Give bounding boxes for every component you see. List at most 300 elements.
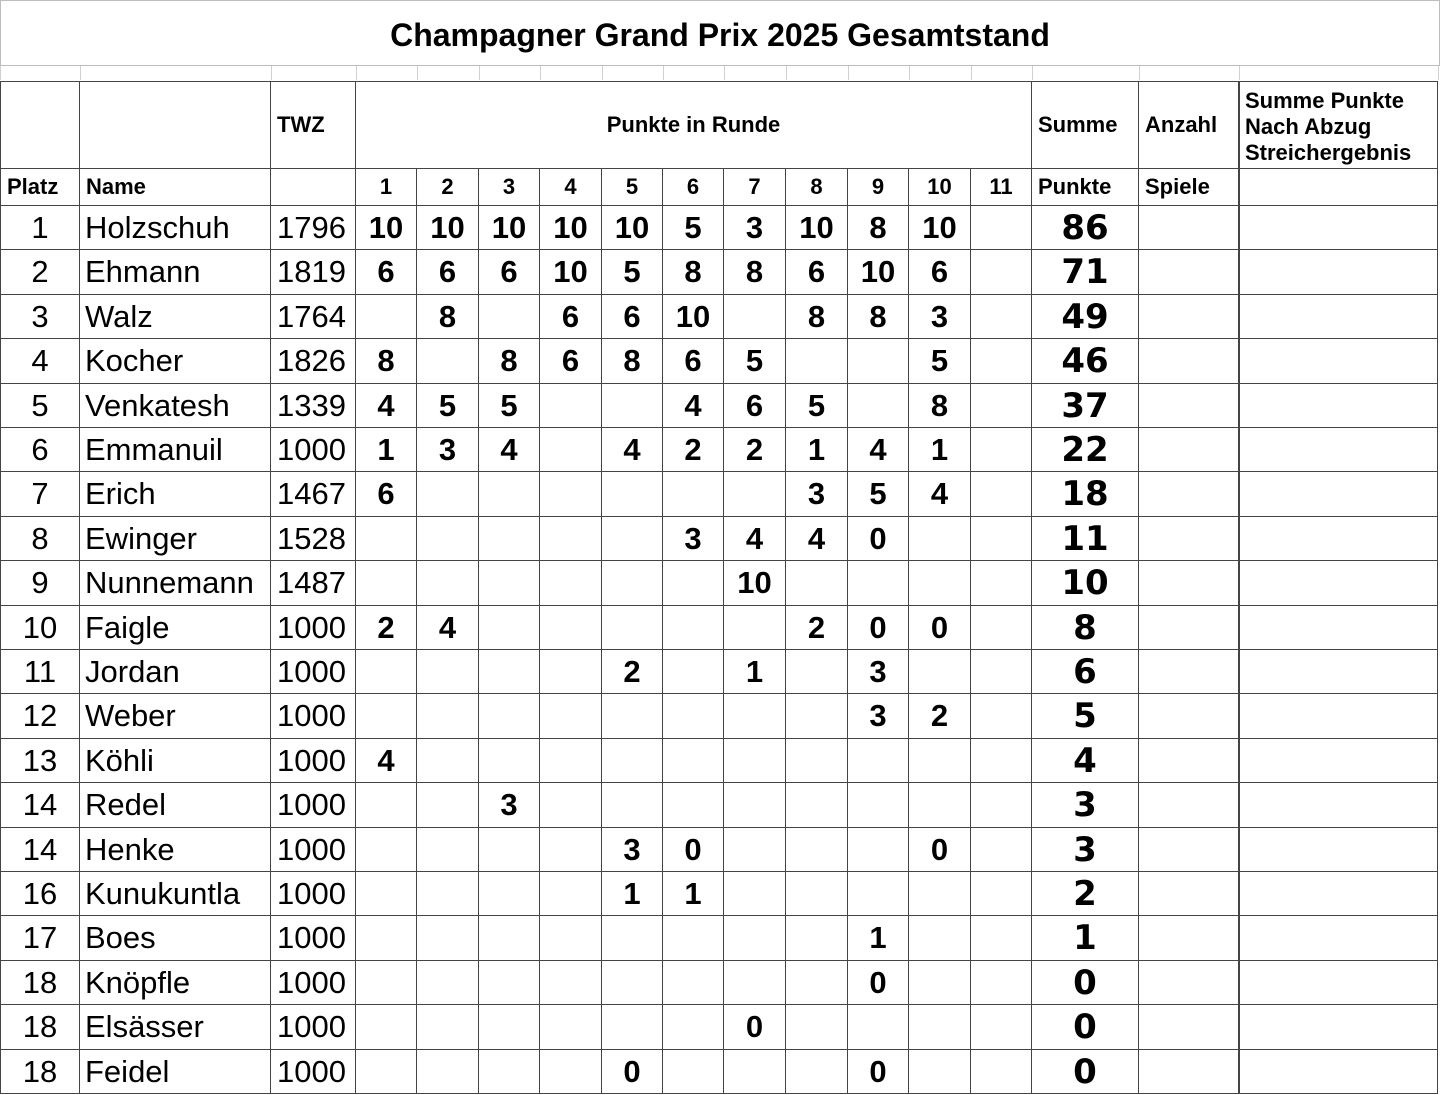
round-points-cell[interactable] xyxy=(786,650,848,694)
header-round-1[interactable]: 1 xyxy=(356,169,417,206)
summe-punkte-cell[interactable]: 4 xyxy=(1032,739,1139,783)
round-points-cell[interactable] xyxy=(417,1005,479,1050)
name-cell[interactable]: Walz xyxy=(80,295,271,339)
name-cell[interactable]: Holzschuh xyxy=(80,206,271,250)
round-points-cell[interactable] xyxy=(848,1005,909,1050)
name-cell[interactable]: Köhli xyxy=(80,739,271,783)
round-points-cell[interactable]: 8 xyxy=(417,295,479,339)
anzahl-spiele-cell[interactable] xyxy=(1139,694,1239,739)
round-points-cell[interactable] xyxy=(724,606,786,650)
round-points-cell[interactable] xyxy=(356,783,417,828)
round-points-cell[interactable] xyxy=(479,650,540,694)
header-round-5[interactable]: 5 xyxy=(602,169,663,206)
round-points-cell[interactable] xyxy=(479,694,540,739)
round-points-cell[interactable] xyxy=(540,828,602,872)
header-round-8[interactable]: 8 xyxy=(786,169,848,206)
summe-nach-abzug-cell[interactable] xyxy=(1239,606,1438,650)
round-points-cell[interactable] xyxy=(971,250,1032,295)
twz-cell[interactable]: 1528 xyxy=(271,517,356,561)
twz-cell[interactable]: 1339 xyxy=(271,384,356,428)
round-points-cell[interactable] xyxy=(479,606,540,650)
round-points-cell[interactable] xyxy=(356,650,417,694)
round-points-cell[interactable] xyxy=(971,694,1032,739)
round-points-cell[interactable] xyxy=(724,916,786,961)
round-points-cell[interactable]: 6 xyxy=(479,250,540,295)
round-points-cell[interactable] xyxy=(540,428,602,472)
platz-cell[interactable]: 13 xyxy=(0,739,80,783)
summe-nach-abzug-cell[interactable] xyxy=(1239,561,1438,606)
platz-cell[interactable]: 7 xyxy=(0,472,80,517)
round-points-cell[interactable] xyxy=(540,961,602,1005)
anzahl-spiele-cell[interactable] xyxy=(1139,606,1239,650)
round-points-cell[interactable] xyxy=(417,561,479,606)
round-points-cell[interactable] xyxy=(848,872,909,916)
round-points-cell[interactable] xyxy=(786,339,848,384)
round-points-cell[interactable] xyxy=(848,739,909,783)
round-points-cell[interactable] xyxy=(663,561,724,606)
round-points-cell[interactable]: 3 xyxy=(663,517,724,561)
round-points-cell[interactable] xyxy=(971,828,1032,872)
round-points-cell[interactable] xyxy=(971,916,1032,961)
anzahl-spiele-cell[interactable] xyxy=(1139,472,1239,517)
round-points-cell[interactable] xyxy=(417,916,479,961)
round-points-cell[interactable]: 10 xyxy=(786,206,848,250)
round-points-cell[interactable] xyxy=(540,517,602,561)
header-twz-blank[interactable] xyxy=(271,169,356,206)
round-points-cell[interactable] xyxy=(663,916,724,961)
twz-cell[interactable]: 1000 xyxy=(271,872,356,916)
summe-nach-abzug-cell[interactable] xyxy=(1239,739,1438,783)
round-points-cell[interactable]: 6 xyxy=(356,472,417,517)
anzahl-spiele-cell[interactable] xyxy=(1139,206,1239,250)
round-points-cell[interactable] xyxy=(417,783,479,828)
round-points-cell[interactable] xyxy=(724,295,786,339)
round-points-cell[interactable] xyxy=(909,561,971,606)
round-points-cell[interactable] xyxy=(909,650,971,694)
round-points-cell[interactable] xyxy=(356,1005,417,1050)
round-points-cell[interactable]: 8 xyxy=(356,339,417,384)
round-points-cell[interactable] xyxy=(663,472,724,517)
round-points-cell[interactable] xyxy=(479,472,540,517)
round-points-cell[interactable]: 0 xyxy=(909,828,971,872)
round-points-cell[interactable]: 10 xyxy=(909,206,971,250)
summe-punkte-cell[interactable]: 8 xyxy=(1032,606,1139,650)
round-points-cell[interactable]: 3 xyxy=(848,694,909,739)
round-points-cell[interactable] xyxy=(971,650,1032,694)
round-points-cell[interactable] xyxy=(909,517,971,561)
round-points-cell[interactable] xyxy=(602,1005,663,1050)
header-twz[interactable]: TWZ xyxy=(271,81,356,169)
summe-nach-abzug-cell[interactable] xyxy=(1239,206,1438,250)
header-round-11[interactable]: 11 xyxy=(971,169,1032,206)
round-points-cell[interactable]: 2 xyxy=(602,650,663,694)
round-points-cell[interactable]: 0 xyxy=(848,961,909,1005)
round-points-cell[interactable]: 8 xyxy=(909,384,971,428)
round-points-cell[interactable] xyxy=(786,872,848,916)
round-points-cell[interactable] xyxy=(602,561,663,606)
round-points-cell[interactable] xyxy=(786,783,848,828)
round-points-cell[interactable] xyxy=(786,739,848,783)
round-points-cell[interactable] xyxy=(540,783,602,828)
round-points-cell[interactable] xyxy=(356,872,417,916)
round-points-cell[interactable] xyxy=(417,339,479,384)
summe-punkte-cell[interactable]: 22 xyxy=(1032,428,1139,472)
round-points-cell[interactable]: 1 xyxy=(786,428,848,472)
round-points-cell[interactable] xyxy=(971,428,1032,472)
summe-punkte-cell[interactable]: 18 xyxy=(1032,472,1139,517)
round-points-cell[interactable]: 3 xyxy=(848,650,909,694)
header-name[interactable]: Name xyxy=(80,169,271,206)
round-points-cell[interactable]: 1 xyxy=(356,428,417,472)
round-points-cell[interactable] xyxy=(479,872,540,916)
round-points-cell[interactable] xyxy=(663,650,724,694)
header-blank-platz[interactable] xyxy=(0,81,80,169)
round-points-cell[interactable]: 6 xyxy=(786,250,848,295)
summe-nach-abzug-cell[interactable] xyxy=(1239,961,1438,1005)
summe-punkte-cell[interactable]: 3 xyxy=(1032,783,1139,828)
round-points-cell[interactable]: 0 xyxy=(602,1050,663,1094)
summe-punkte-cell[interactable]: 49 xyxy=(1032,295,1139,339)
round-points-cell[interactable] xyxy=(540,650,602,694)
round-points-cell[interactable]: 5 xyxy=(479,384,540,428)
round-points-cell[interactable]: 0 xyxy=(848,1050,909,1094)
name-cell[interactable]: Ehmann xyxy=(80,250,271,295)
round-points-cell[interactable]: 6 xyxy=(356,250,417,295)
round-points-cell[interactable]: 8 xyxy=(724,250,786,295)
twz-cell[interactable]: 1000 xyxy=(271,739,356,783)
anzahl-spiele-cell[interactable] xyxy=(1139,295,1239,339)
round-points-cell[interactable] xyxy=(602,517,663,561)
round-points-cell[interactable]: 4 xyxy=(479,428,540,472)
round-points-cell[interactable] xyxy=(724,961,786,1005)
round-points-cell[interactable] xyxy=(602,384,663,428)
anzahl-spiele-cell[interactable] xyxy=(1139,517,1239,561)
anzahl-spiele-cell[interactable] xyxy=(1139,339,1239,384)
round-points-cell[interactable]: 2 xyxy=(786,606,848,650)
round-points-cell[interactable] xyxy=(417,472,479,517)
anzahl-spiele-cell[interactable] xyxy=(1139,384,1239,428)
summe-punkte-cell[interactable]: 0 xyxy=(1032,961,1139,1005)
summe-punkte-cell[interactable]: 2 xyxy=(1032,872,1139,916)
round-points-cell[interactable]: 5 xyxy=(417,384,479,428)
round-points-cell[interactable]: 4 xyxy=(724,517,786,561)
summe-punkte-cell[interactable]: 0 xyxy=(1032,1050,1139,1094)
round-points-cell[interactable] xyxy=(356,561,417,606)
round-points-cell[interactable] xyxy=(724,872,786,916)
round-points-cell[interactable] xyxy=(909,1005,971,1050)
round-points-cell[interactable]: 0 xyxy=(848,606,909,650)
round-points-cell[interactable] xyxy=(540,916,602,961)
round-points-cell[interactable] xyxy=(479,739,540,783)
round-points-cell[interactable] xyxy=(786,1050,848,1094)
round-points-cell[interactable] xyxy=(786,1005,848,1050)
twz-cell[interactable]: 1000 xyxy=(271,694,356,739)
round-points-cell[interactable] xyxy=(971,561,1032,606)
round-points-cell[interactable] xyxy=(540,561,602,606)
summe-punkte-cell[interactable]: 5 xyxy=(1032,694,1139,739)
round-points-cell[interactable]: 1 xyxy=(909,428,971,472)
round-points-cell[interactable] xyxy=(479,1005,540,1050)
round-points-cell[interactable]: 10 xyxy=(540,206,602,250)
summe-punkte-cell[interactable]: 46 xyxy=(1032,339,1139,384)
round-points-cell[interactable] xyxy=(663,961,724,1005)
platz-cell[interactable]: 17 xyxy=(0,916,80,961)
round-points-cell[interactable] xyxy=(540,739,602,783)
round-points-cell[interactable] xyxy=(663,1050,724,1094)
round-points-cell[interactable] xyxy=(417,517,479,561)
name-cell[interactable]: Ewinger xyxy=(80,517,271,561)
anzahl-spiele-cell[interactable] xyxy=(1139,961,1239,1005)
platz-cell[interactable]: 11 xyxy=(0,650,80,694)
round-points-cell[interactable] xyxy=(909,872,971,916)
twz-cell[interactable]: 1000 xyxy=(271,1005,356,1050)
round-points-cell[interactable]: 4 xyxy=(417,606,479,650)
anzahl-spiele-cell[interactable] xyxy=(1139,428,1239,472)
round-points-cell[interactable] xyxy=(909,916,971,961)
twz-cell[interactable]: 1796 xyxy=(271,206,356,250)
twz-cell[interactable]: 1000 xyxy=(271,916,356,961)
round-points-cell[interactable]: 3 xyxy=(602,828,663,872)
name-cell[interactable]: Knöpfle xyxy=(80,961,271,1005)
round-points-cell[interactable] xyxy=(540,694,602,739)
round-points-cell[interactable]: 1 xyxy=(602,872,663,916)
round-points-cell[interactable] xyxy=(909,961,971,1005)
twz-cell[interactable]: 1467 xyxy=(271,472,356,517)
round-points-cell[interactable]: 8 xyxy=(663,250,724,295)
platz-cell[interactable]: 2 xyxy=(0,250,80,295)
platz-cell[interactable]: 8 xyxy=(0,517,80,561)
round-points-cell[interactable] xyxy=(356,1050,417,1094)
round-points-cell[interactable] xyxy=(417,872,479,916)
round-points-cell[interactable] xyxy=(479,295,540,339)
round-points-cell[interactable] xyxy=(724,472,786,517)
round-points-cell[interactable] xyxy=(417,828,479,872)
round-points-cell[interactable] xyxy=(540,384,602,428)
round-points-cell[interactable] xyxy=(356,517,417,561)
round-points-cell[interactable] xyxy=(971,872,1032,916)
round-points-cell[interactable]: 0 xyxy=(848,517,909,561)
header-summe-nach-abzug[interactable]: Summe Punkte Nach Abzug Streichergebnis xyxy=(1239,81,1438,169)
anzahl-spiele-cell[interactable] xyxy=(1139,250,1239,295)
round-points-cell[interactable] xyxy=(909,1050,971,1094)
summe-nach-abzug-cell[interactable] xyxy=(1239,428,1438,472)
round-points-cell[interactable]: 6 xyxy=(540,295,602,339)
name-cell[interactable]: Kunukuntla xyxy=(80,872,271,916)
round-points-cell[interactable]: 6 xyxy=(663,339,724,384)
round-points-cell[interactable]: 0 xyxy=(909,606,971,650)
round-points-cell[interactable] xyxy=(602,783,663,828)
round-points-cell[interactable]: 1 xyxy=(663,872,724,916)
round-points-cell[interactable]: 0 xyxy=(663,828,724,872)
round-points-cell[interactable]: 5 xyxy=(724,339,786,384)
round-points-cell[interactable] xyxy=(971,517,1032,561)
round-points-cell[interactable]: 8 xyxy=(602,339,663,384)
round-points-cell[interactable] xyxy=(848,783,909,828)
anzahl-spiele-cell[interactable] xyxy=(1139,783,1239,828)
round-points-cell[interactable]: 2 xyxy=(909,694,971,739)
twz-cell[interactable]: 1000 xyxy=(271,606,356,650)
platz-cell[interactable]: 4 xyxy=(0,339,80,384)
round-points-cell[interactable] xyxy=(848,828,909,872)
round-points-cell[interactable] xyxy=(417,961,479,1005)
platz-cell[interactable]: 18 xyxy=(0,1005,80,1050)
round-points-cell[interactable] xyxy=(909,783,971,828)
round-points-cell[interactable]: 6 xyxy=(602,295,663,339)
round-points-cell[interactable]: 5 xyxy=(602,250,663,295)
round-points-cell[interactable]: 5 xyxy=(848,472,909,517)
twz-cell[interactable]: 1487 xyxy=(271,561,356,606)
round-points-cell[interactable] xyxy=(971,783,1032,828)
anzahl-spiele-cell[interactable] xyxy=(1139,1005,1239,1050)
anzahl-spiele-cell[interactable] xyxy=(1139,739,1239,783)
round-points-cell[interactable]: 8 xyxy=(786,295,848,339)
round-points-cell[interactable] xyxy=(786,561,848,606)
platz-cell[interactable]: 12 xyxy=(0,694,80,739)
round-points-cell[interactable]: 4 xyxy=(848,428,909,472)
round-points-cell[interactable] xyxy=(356,295,417,339)
round-points-cell[interactable]: 8 xyxy=(479,339,540,384)
header-round-4[interactable]: 4 xyxy=(540,169,602,206)
round-points-cell[interactable]: 4 xyxy=(356,739,417,783)
platz-cell[interactable]: 9 xyxy=(0,561,80,606)
round-points-cell[interactable] xyxy=(663,783,724,828)
round-points-cell[interactable] xyxy=(663,739,724,783)
round-points-cell[interactable]: 4 xyxy=(909,472,971,517)
round-points-cell[interactable] xyxy=(724,739,786,783)
round-points-cell[interactable] xyxy=(786,694,848,739)
round-points-cell[interactable] xyxy=(540,1005,602,1050)
round-points-cell[interactable] xyxy=(971,295,1032,339)
round-points-cell[interactable]: 10 xyxy=(848,250,909,295)
summe-nach-abzug-cell[interactable] xyxy=(1239,916,1438,961)
round-points-cell[interactable]: 10 xyxy=(356,206,417,250)
summe-punkte-cell[interactable]: 0 xyxy=(1032,1005,1139,1050)
header-spiele[interactable]: Spiele xyxy=(1139,169,1239,206)
name-cell[interactable]: Weber xyxy=(80,694,271,739)
summe-nach-abzug-cell[interactable] xyxy=(1239,517,1438,561)
twz-cell[interactable]: 1000 xyxy=(271,828,356,872)
round-points-cell[interactable] xyxy=(479,561,540,606)
header-round-7[interactable]: 7 xyxy=(724,169,786,206)
platz-cell[interactable]: 10 xyxy=(0,606,80,650)
twz-cell[interactable]: 1000 xyxy=(271,783,356,828)
anzahl-spiele-cell[interactable] xyxy=(1139,1050,1239,1094)
round-points-cell[interactable] xyxy=(971,606,1032,650)
round-points-cell[interactable] xyxy=(417,1050,479,1094)
round-points-cell[interactable] xyxy=(540,1050,602,1094)
round-points-cell[interactable]: 2 xyxy=(724,428,786,472)
round-points-cell[interactable] xyxy=(724,783,786,828)
round-points-cell[interactable]: 10 xyxy=(602,206,663,250)
summe-punkte-cell[interactable]: 10 xyxy=(1032,561,1139,606)
round-points-cell[interactable] xyxy=(602,916,663,961)
round-points-cell[interactable] xyxy=(663,694,724,739)
summe-nach-abzug-cell[interactable] xyxy=(1239,295,1438,339)
anzahl-spiele-cell[interactable] xyxy=(1139,650,1239,694)
round-points-cell[interactable] xyxy=(479,828,540,872)
summe-punkte-cell[interactable]: 11 xyxy=(1032,517,1139,561)
round-points-cell[interactable]: 4 xyxy=(602,428,663,472)
summe-nach-abzug-cell[interactable] xyxy=(1239,339,1438,384)
summe-nach-abzug-cell[interactable] xyxy=(1239,472,1438,517)
platz-cell[interactable]: 5 xyxy=(0,384,80,428)
platz-cell[interactable]: 18 xyxy=(0,961,80,1005)
name-cell[interactable]: Nunnemann xyxy=(80,561,271,606)
name-cell[interactable]: Henke xyxy=(80,828,271,872)
round-points-cell[interactable]: 10 xyxy=(724,561,786,606)
round-points-cell[interactable] xyxy=(971,1050,1032,1094)
header-punkte-in-runde[interactable]: Punkte in Runde xyxy=(356,81,1032,169)
round-points-cell[interactable] xyxy=(479,1050,540,1094)
platz-cell[interactable]: 14 xyxy=(0,783,80,828)
twz-cell[interactable]: 1819 xyxy=(271,250,356,295)
summe-punkte-cell[interactable]: 1 xyxy=(1032,916,1139,961)
round-points-cell[interactable] xyxy=(971,384,1032,428)
header-round-6[interactable]: 6 xyxy=(663,169,724,206)
summe-punkte-cell[interactable]: 86 xyxy=(1032,206,1139,250)
round-points-cell[interactable] xyxy=(971,961,1032,1005)
name-cell[interactable]: Feidel xyxy=(80,1050,271,1094)
summe-nach-abzug-cell[interactable] xyxy=(1239,384,1438,428)
twz-cell[interactable]: 1000 xyxy=(271,650,356,694)
round-points-cell[interactable] xyxy=(786,961,848,1005)
header-platz[interactable]: Platz xyxy=(0,169,80,206)
round-points-cell[interactable] xyxy=(724,694,786,739)
round-points-cell[interactable]: 3 xyxy=(479,783,540,828)
round-points-cell[interactable]: 2 xyxy=(356,606,417,650)
round-points-cell[interactable]: 3 xyxy=(724,206,786,250)
round-points-cell[interactable] xyxy=(479,961,540,1005)
round-points-cell[interactable]: 3 xyxy=(909,295,971,339)
name-cell[interactable]: Kocher xyxy=(80,339,271,384)
name-cell[interactable]: Faigle xyxy=(80,606,271,650)
summe-nach-abzug-cell[interactable] xyxy=(1239,828,1438,872)
header-round-9[interactable]: 9 xyxy=(848,169,909,206)
round-points-cell[interactable]: 6 xyxy=(724,384,786,428)
round-points-cell[interactable]: 5 xyxy=(786,384,848,428)
round-points-cell[interactable] xyxy=(971,1005,1032,1050)
round-points-cell[interactable]: 5 xyxy=(663,206,724,250)
round-points-cell[interactable]: 5 xyxy=(909,339,971,384)
round-points-cell[interactable] xyxy=(724,828,786,872)
round-points-cell[interactable]: 3 xyxy=(417,428,479,472)
round-points-cell[interactable] xyxy=(848,561,909,606)
twz-cell[interactable]: 1764 xyxy=(271,295,356,339)
header-blank-name[interactable] xyxy=(80,81,271,169)
header-anzahl[interactable]: Anzahl xyxy=(1139,81,1239,169)
round-points-cell[interactable] xyxy=(602,472,663,517)
round-points-cell[interactable] xyxy=(971,339,1032,384)
round-points-cell[interactable] xyxy=(540,472,602,517)
round-points-cell[interactable] xyxy=(663,1005,724,1050)
round-points-cell[interactable]: 6 xyxy=(417,250,479,295)
anzahl-spiele-cell[interactable] xyxy=(1139,828,1239,872)
summe-nach-abzug-cell[interactable] xyxy=(1239,872,1438,916)
round-points-cell[interactable]: 8 xyxy=(848,295,909,339)
platz-cell[interactable]: 6 xyxy=(0,428,80,472)
summe-punkte-cell[interactable]: 3 xyxy=(1032,828,1139,872)
round-points-cell[interactable] xyxy=(971,739,1032,783)
round-points-cell[interactable] xyxy=(356,828,417,872)
summe-nach-abzug-cell[interactable] xyxy=(1239,783,1438,828)
round-points-cell[interactable]: 10 xyxy=(417,206,479,250)
name-cell[interactable]: Venkatesh xyxy=(80,384,271,428)
summe-punkte-cell[interactable]: 71 xyxy=(1032,250,1139,295)
round-points-cell[interactable]: 10 xyxy=(540,250,602,295)
name-cell[interactable]: Elsässer xyxy=(80,1005,271,1050)
round-points-cell[interactable] xyxy=(356,961,417,1005)
name-cell[interactable]: Redel xyxy=(80,783,271,828)
